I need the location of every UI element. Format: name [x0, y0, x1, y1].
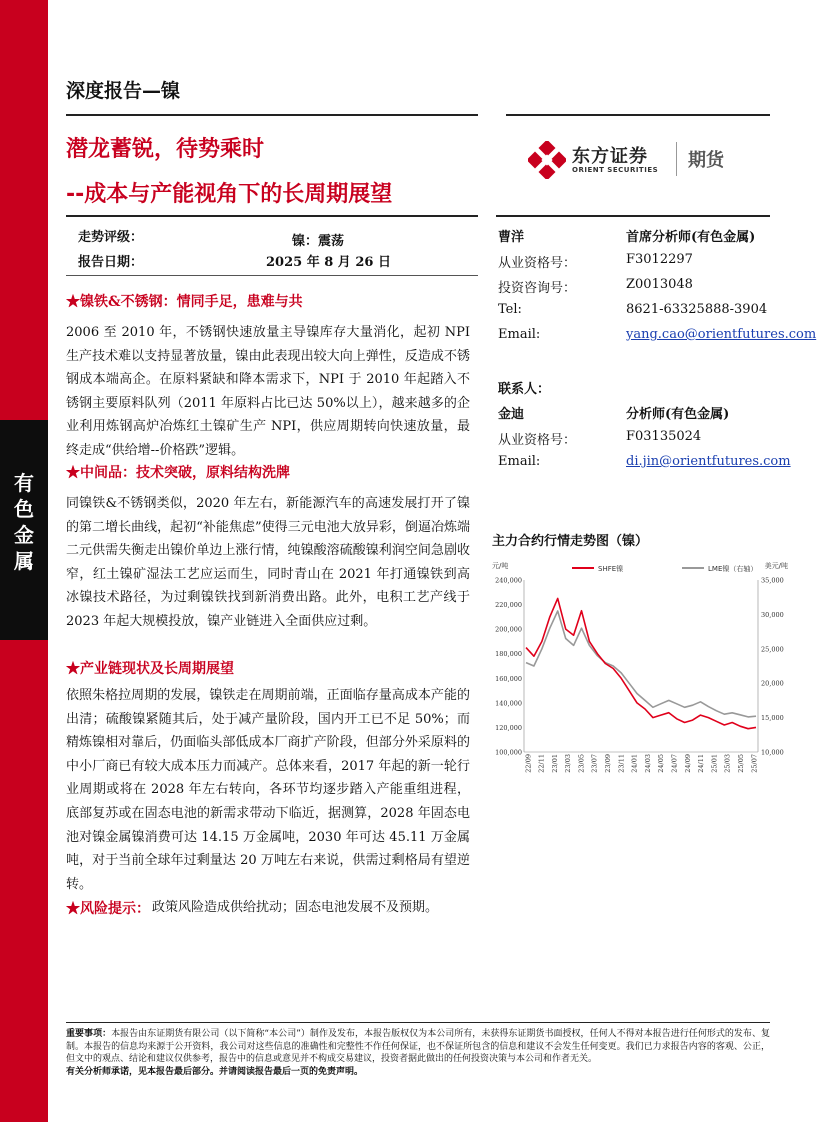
x-tick-label: 25/01	[710, 754, 719, 773]
legend-label: LME镍（右轴）	[708, 565, 758, 573]
divider	[66, 275, 478, 276]
trend-label: 走势评级：	[78, 230, 144, 245]
tel-label: Tel:	[498, 302, 522, 317]
x-tick-label: 24/01	[630, 754, 639, 773]
report-subtitle: --成本与产能视角下的长周期展望	[66, 182, 393, 207]
cert-number: F03135024	[626, 429, 702, 444]
sidebar-industry-label: 有 色 金 属	[14, 471, 34, 573]
logo-separator	[676, 142, 677, 176]
x-tick-label: 23/05	[577, 754, 586, 773]
tel-number: 8621-63325888-3904	[626, 302, 768, 317]
disclaimer-label: 重要事项：	[66, 1029, 112, 1039]
sidebar-red-bottom	[0, 640, 48, 1122]
cert-label: 从业资格号：	[498, 433, 577, 448]
email-label: Email:	[498, 454, 541, 469]
divider	[506, 114, 770, 116]
x-tick-label: 23/03	[564, 754, 573, 773]
y-tick-left: 240,000	[495, 576, 522, 585]
sidebar-red-top	[0, 0, 48, 420]
email-link[interactable]: di.jin@orientfutures.com	[626, 454, 791, 469]
section-heading: ★镍铁&不锈钢：情同手足，患难与共	[66, 294, 303, 310]
y-tick-left: 220,000	[495, 601, 522, 610]
x-tick-label: 24/09	[683, 754, 692, 773]
section-body: 同镍铁&不锈钢类似，2020 年左右，新能源汽车的高速发展打开了镍的第二增长曲线，起初“补能焦虑”使得三元电池大放异彩，倒逼冶炼端二元供需失衡走出镍价单边上涨行情，纯镍酸溶硫酸镍利润空间急剧收窄，红土镍矿湿法工艺应运而生，同时青山在 2021 年打通镍铁到高冰镍技术路径，为过剩镍铁找到新消费出路。此外，电积工艺产线于 2023 年起大规模投放，镍产业链进入全面供应过剩。	[66, 496, 470, 629]
x-tick-label: 24/03	[643, 754, 652, 773]
left-unit-label: 元/吨	[492, 562, 509, 570]
x-tick-label: 25/03	[723, 754, 732, 773]
y-tick-left: 180,000	[495, 650, 522, 659]
series-line	[526, 611, 756, 717]
invest-number: Z0013048	[626, 277, 693, 292]
section-heading: ★中间品：技术突破，原料结构洗牌	[66, 465, 290, 481]
legend-label: SHFE镍	[598, 565, 624, 573]
section-heading: ★产业链现状及长周期展望	[66, 661, 234, 677]
email-label: Email:	[498, 327, 541, 342]
date-label: 报告日期：	[78, 255, 144, 270]
y-tick-right: 35,000	[761, 576, 784, 585]
right-unit-label: 美元/吨	[764, 562, 788, 570]
x-tick-label: 24/11	[697, 754, 706, 773]
date-value: 2025 年 8 月 26 日	[266, 255, 391, 270]
y-tick-left: 120,000	[495, 723, 522, 732]
y-tick-left: 100,000	[495, 748, 522, 757]
risk-heading: ★风险提示：	[66, 901, 150, 917]
contact-title: 分析师(有色金属)	[626, 407, 730, 422]
divider	[66, 114, 478, 116]
x-tick-label: 25/07	[750, 754, 759, 773]
divider	[66, 1022, 770, 1023]
company-logo	[528, 138, 768, 182]
divider	[66, 215, 478, 217]
x-tick-label: 24/05	[657, 754, 666, 773]
cert-label: 从业资格号：	[498, 256, 577, 271]
contact-name: 金迪	[498, 407, 525, 422]
logo-mark-icon	[528, 141, 566, 179]
disclaimer	[66, 1028, 770, 1078]
y-tick-right: 25,000	[761, 645, 784, 654]
x-tick-label: 25/05	[736, 754, 745, 773]
analyst-title: 首席分析师(有色金属)	[626, 230, 756, 245]
trend-value: 镍：震荡	[292, 234, 345, 249]
section-body: 2006 至 2010 年，不锈钢快速放量主导镍库存大量消化，起初 NPI 生产技术难以支持显著放量，镍由此表现出较大向上弹性，反造成不锈钢成本端高企。在原料紧缺和降本需求下，NPI 于 2010 年起踏入不锈钢主要原料队列（2011 年原料占比已达 50%以上），越来越多的企业利用炼钢高炉冶炼红土镍矿生产 NPI，供应周期转向快速放量，最终走成“供给增--价格跌”逻辑。	[66, 325, 470, 458]
disclaimer-text: 本报告由东证期货有限公司（以下简称“本公司”）制作及发布，本报告版权仅为本公司所有，未获得东证期货书面授权，任何人不得对本报告进行任何形式的发布、复制。本报告的信息均来源于公开资料，我公司对这些信息的准确性和完整性不作任何保证，也不保证所包含的信息和建议不会发生任何变更。我们已力求报告内容的客观、公正，但文中的观点、结论和建议仅供参考，报告中的信息或意见并不构成交易建议，投资者据此做出的任何投资决策与本公司和作者无关。	[66, 1029, 770, 1065]
x-tick-label: 23/01	[550, 754, 559, 773]
risk-body: 政策风险造成供给扰动；固态电池发展不及预期。	[152, 900, 439, 915]
divider	[496, 215, 770, 217]
disclaimer-bold-line: 有关分析师承诺，见本报告最后部分。并请阅读报告最后一页的免责声明。	[66, 1066, 364, 1077]
analyst-name: 曹洋	[498, 230, 525, 245]
y-tick-left: 140,000	[495, 699, 522, 708]
x-tick-label: 23/07	[590, 754, 599, 773]
section-body: 依照朱格拉周期的发展，镍铁走在周期前端，正面临存量高成本产能的出清；硫酸镍紧随其后，处于减产量阶段，国内开工已不足 50%；而精炼镍相对靠后，仍面临头部低成本厂商扩产阶段，但部分外采原料的中小厂商已有较大成本压力而减产。总体来看，2017 年起的新一轮行业周期或将在 2028 年左右转向，各环节均逐步踏入产能重组进程，底部复苏或在固态电池的新需求带动下临近，据测算，2028 年固态电池对镍金属镍消费可达 14.15 万金属吨，2030 年可达 45.11 万金属吨，对于当前全球年过剩量达 20 万吨左右来说，供需过剩格局有望逆转。	[66, 688, 470, 892]
price-chart	[490, 556, 790, 776]
y-tick-right: 15,000	[761, 714, 784, 723]
email-link[interactable]: yang.cao@orientfutures.com	[626, 327, 817, 342]
logo-name-en: ORIENT SECURITIES	[572, 166, 659, 174]
x-tick-label: 22/11	[537, 754, 546, 773]
invest-label: 投资咨询号：	[498, 281, 577, 296]
x-tick-label: 23/09	[604, 754, 613, 773]
logo-name: 东方证券	[572, 146, 648, 167]
y-tick-left: 200,000	[495, 625, 522, 634]
logo-sub: 期货	[688, 150, 724, 171]
y-tick-right: 10,000	[761, 748, 784, 757]
x-tick-label: 23/11	[617, 754, 626, 773]
contact-heading: 联系人：	[498, 382, 551, 397]
x-tick-label: 22/09	[524, 754, 533, 773]
y-tick-right: 20,000	[761, 679, 784, 688]
cert-number: F3012297	[626, 252, 693, 267]
report-title: 潜龙蓄锐，待势乘时	[66, 137, 265, 162]
report-type: 深度报告—镍	[66, 80, 181, 102]
y-tick-left: 160,000	[495, 674, 522, 683]
chart-title: 主力合约行情走势图（镍）	[492, 534, 649, 549]
x-tick-label: 24/07	[670, 754, 679, 773]
y-tick-right: 30,000	[761, 610, 784, 619]
